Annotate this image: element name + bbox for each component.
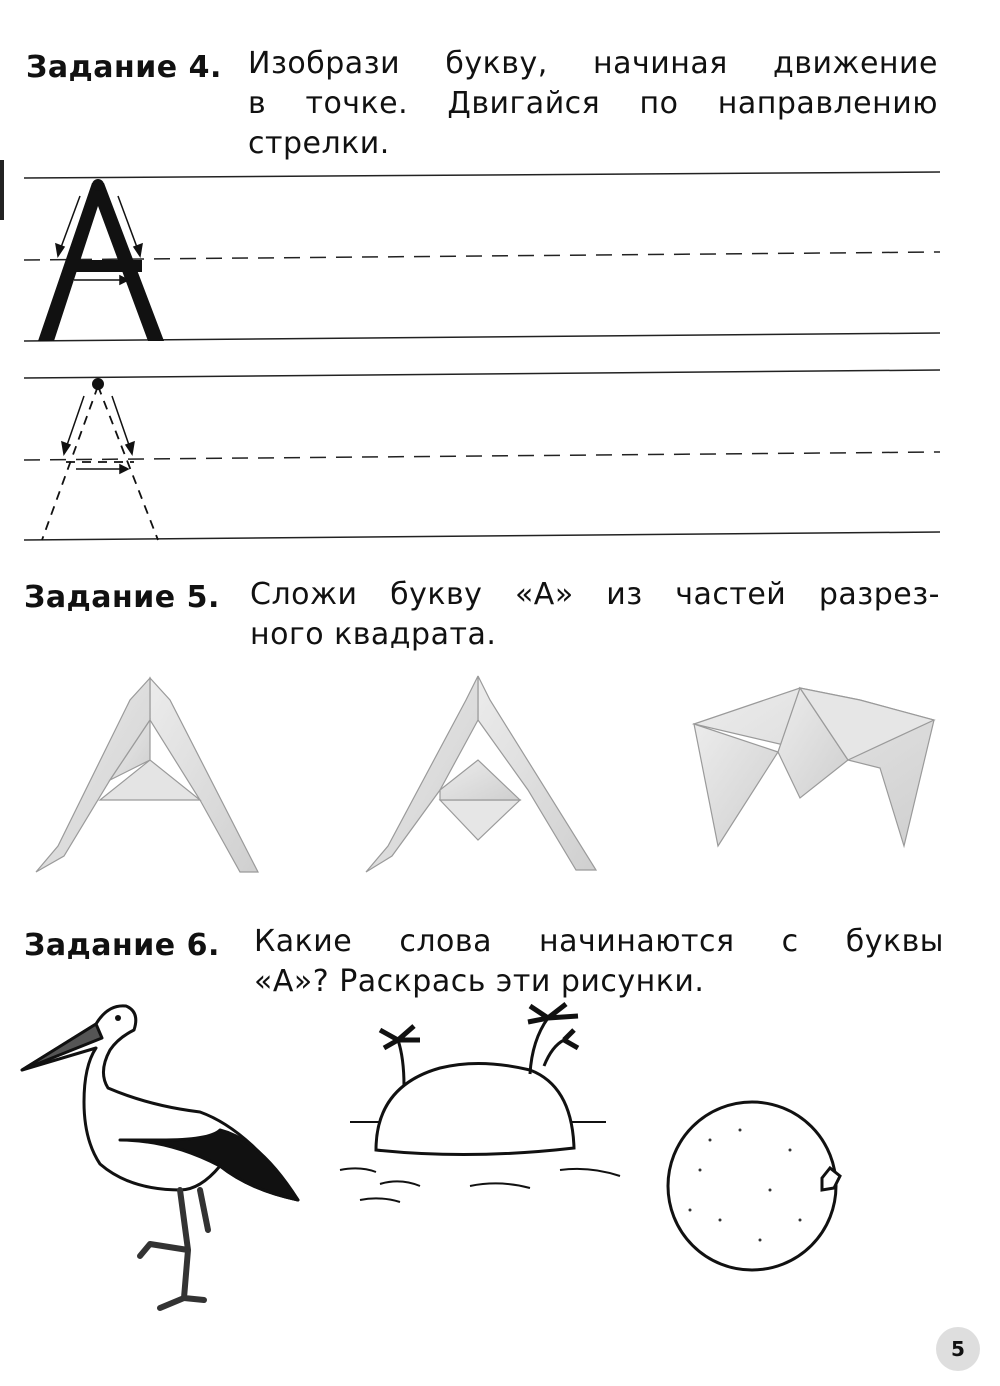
puzzle-a-2[interactable] bbox=[366, 676, 596, 872]
stork-picture[interactable] bbox=[22, 1006, 298, 1308]
letter-a-dashed[interactable] bbox=[42, 386, 158, 540]
task-5-label: Задание 5. bbox=[24, 580, 220, 615]
page-number: 5 bbox=[936, 1327, 980, 1371]
writing-band-1 bbox=[24, 172, 940, 341]
pictures bbox=[0, 990, 1000, 1330]
task-5-text bbox=[250, 575, 940, 655]
puzzle-a-1[interactable] bbox=[36, 678, 258, 872]
task-4-line-1: Изобрази букву, начиная движение bbox=[248, 46, 938, 81]
island-picture[interactable] bbox=[340, 1004, 620, 1202]
task-4-line-2: в точке. Двигайся по направлению bbox=[248, 86, 938, 121]
task-5-line-2: ного квадрата. bbox=[250, 617, 497, 652]
task-5-line-1: Сложи букву «А» из частей разрез- bbox=[250, 577, 940, 612]
task-6-label: Задание 6. bbox=[24, 928, 220, 963]
writing-area bbox=[0, 0, 1000, 560]
start-point[interactable] bbox=[92, 378, 104, 390]
task-6-line-1: Какие слова начинаются с буквы bbox=[254, 924, 944, 959]
task-6-line-2: «А»? Раскрась эти рисунки. bbox=[254, 964, 705, 999]
task-4-label: Задание 4. bbox=[26, 50, 222, 85]
puzzle-pieces bbox=[0, 660, 1000, 900]
puzzle-a-3[interactable] bbox=[694, 688, 934, 846]
margin-mark bbox=[0, 160, 4, 220]
orange-picture[interactable] bbox=[668, 1102, 840, 1270]
writing-band-2 bbox=[24, 370, 940, 540]
task-4-line-3: стрелки. bbox=[248, 126, 390, 161]
